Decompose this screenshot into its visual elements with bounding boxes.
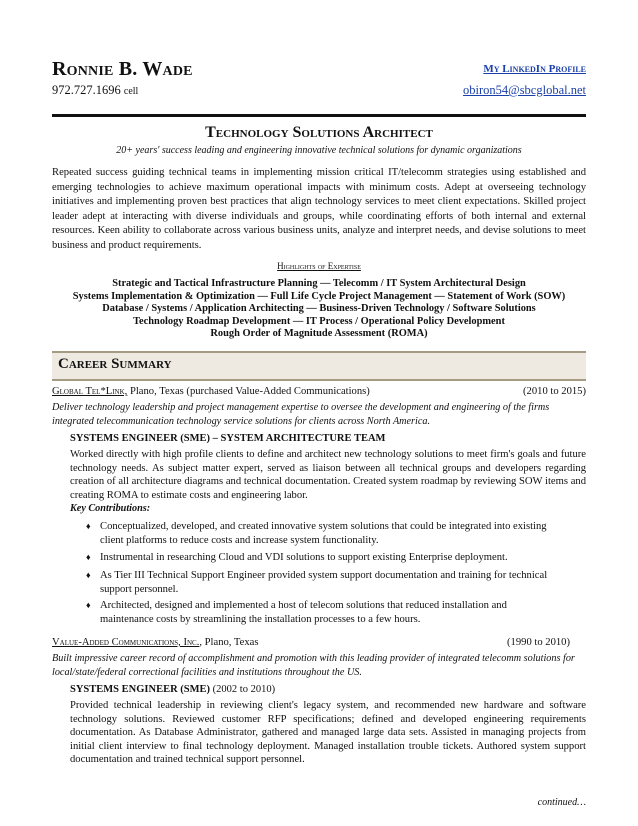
highlights-heading: Highlights of Expertise bbox=[277, 261, 361, 271]
linkedin-profile-link[interactable]: My LinkedIn Profile bbox=[483, 63, 586, 75]
job-header bbox=[52, 386, 586, 397]
resume-title: Technology Solutions Architect bbox=[205, 124, 433, 141]
header-divider bbox=[52, 114, 586, 117]
job-role: SYSTEMS ENGINEER (SME) bbox=[70, 684, 211, 695]
role-dates: (2002 to 2010) bbox=[212, 684, 276, 695]
role-summary: Worked directly with high profile clients to define and architect new technology solutions to meet firm's goals and future technology needs. As subject matter expert, served as liaison between all technical groups and developers regarding creation of all architecture diagrams and technical documentation. Created system roadmap by reviewing SOW items and creating ROMA to estimate costs and engineering labor. bbox=[70, 449, 586, 501]
phone-value: 972.727.1696 bbox=[52, 83, 121, 97]
email-link[interactable]: obiron54@sbcglobal.net bbox=[463, 83, 586, 97]
profile-summary: Repeated success guiding technical teams in implementing mission critical IT/telecomm strategies using established and emerging technologies to achieve maximum operational impacts with minimum costs. Adept at overseeing technology initiatives and implementing proven best practices that align technology services to meet client expectations. Skilled project leader adept at interacting with diverse individuals and groups, while coordinating efforts of both internal and external resources. Keen ability to collaborate across various business units, analyze and interpret needs, and devise solutions to meet business and product requirements. bbox=[52, 167, 586, 251]
highlight-line: Database / Systems / Application Architecting — Business-Driven Technology / Software Solutions bbox=[102, 303, 536, 315]
phone-type: cell bbox=[123, 86, 139, 97]
job-dates: (2010 to 2015) bbox=[523, 386, 586, 397]
diamond-bullet-icon: ♦ bbox=[86, 600, 91, 610]
diamond-bullet-icon: ♦ bbox=[86, 552, 91, 562]
company-location: , Plano, Texas bbox=[199, 637, 259, 648]
job-description: Deliver technology leadership and project management expertise to oversee the development and engineering of the firms integrated telecommunication technology service solutions for clients across North America. bbox=[52, 402, 550, 427]
contribution-text: As Tier III Technical Support Engineer provided system support documentation and training for technical support personnel. bbox=[100, 570, 548, 595]
contribution-text: Architected, designed and implemented a host of telecom solutions that reduced installation and maintenance costs by streamlining the installation processes to a few hours. bbox=[100, 600, 507, 625]
contribution-item bbox=[86, 551, 556, 565]
contribution-item bbox=[86, 520, 556, 547]
resume-subtitle: 20+ years' success leading and engineering innovative technical solutions for dynamic organizations bbox=[116, 145, 522, 156]
highlight-line: Rough Order of Magnitude Assessment (ROMA) bbox=[210, 328, 428, 340]
career-summary-section-bar bbox=[52, 351, 586, 381]
job-role-line bbox=[70, 684, 586, 695]
continued-note: continued… bbox=[537, 797, 586, 808]
company-name: Value-Added Communications, Inc. bbox=[52, 637, 200, 648]
company-location: Plano, Texas (purchased Value-Added Communications) bbox=[127, 386, 370, 397]
job-dates: (1990 to 2010) bbox=[507, 637, 570, 648]
key-contributions-label: Key Contributions: bbox=[70, 503, 151, 514]
job-header bbox=[52, 637, 586, 648]
contribution-item bbox=[86, 569, 556, 596]
candidate-name: Ronnie B. Wade bbox=[52, 58, 193, 80]
job-description: Built impressive career record of accomplishment and promotion with this leading provider of integrated telecomm solutions for local/state/federal correctional facilities and institutions throughout the US. bbox=[52, 653, 575, 678]
career-summary-heading: Career Summary bbox=[58, 356, 172, 372]
contribution-text: Instrumental in researching Cloud and VDI solutions to support existing Enterprise deployment. bbox=[100, 552, 508, 563]
contribution-item bbox=[86, 599, 556, 626]
diamond-bullet-icon: ♦ bbox=[86, 570, 91, 580]
contribution-text: Conceptualized, developed, and created innovative system solutions that could be integrated into existing client platforms to reduce costs and increase system functionality. bbox=[100, 521, 547, 546]
job-role: SYSTEMS ENGINEER (SME) – SYSTEM ARCHITECTURE TEAM bbox=[70, 433, 386, 444]
highlight-line: Systems Implementation & Optimization — Full Life Cycle Project Management — Statement of Work (SOW) bbox=[72, 290, 566, 302]
role-summary: Provided technical leadership in reviewing client's legacy system, and recommended new hardware and software technology solutions. Reviewed customer RFP specifications; defined and developed engineering requirements documentation. As Database Administrator, gathered and managed large data sets. Assisted in managing projects from initial client interview to final technology deployment. Managed installation trouble tickets. Authored system support documentation and trained technical support personnel. bbox=[70, 700, 586, 766]
phone-number bbox=[52, 83, 138, 98]
highlight-line: Technology Roadmap Development — IT Process / Operational Policy Development bbox=[133, 315, 505, 327]
diamond-bullet-icon: ♦ bbox=[86, 521, 91, 531]
highlights-list bbox=[0, 278, 638, 341]
company-name: Global Tel*Link, bbox=[52, 386, 128, 397]
highlight-line: Strategic and Tactical Infrastructure Planning — Telecomm / IT System Architectural Design bbox=[112, 278, 526, 289]
